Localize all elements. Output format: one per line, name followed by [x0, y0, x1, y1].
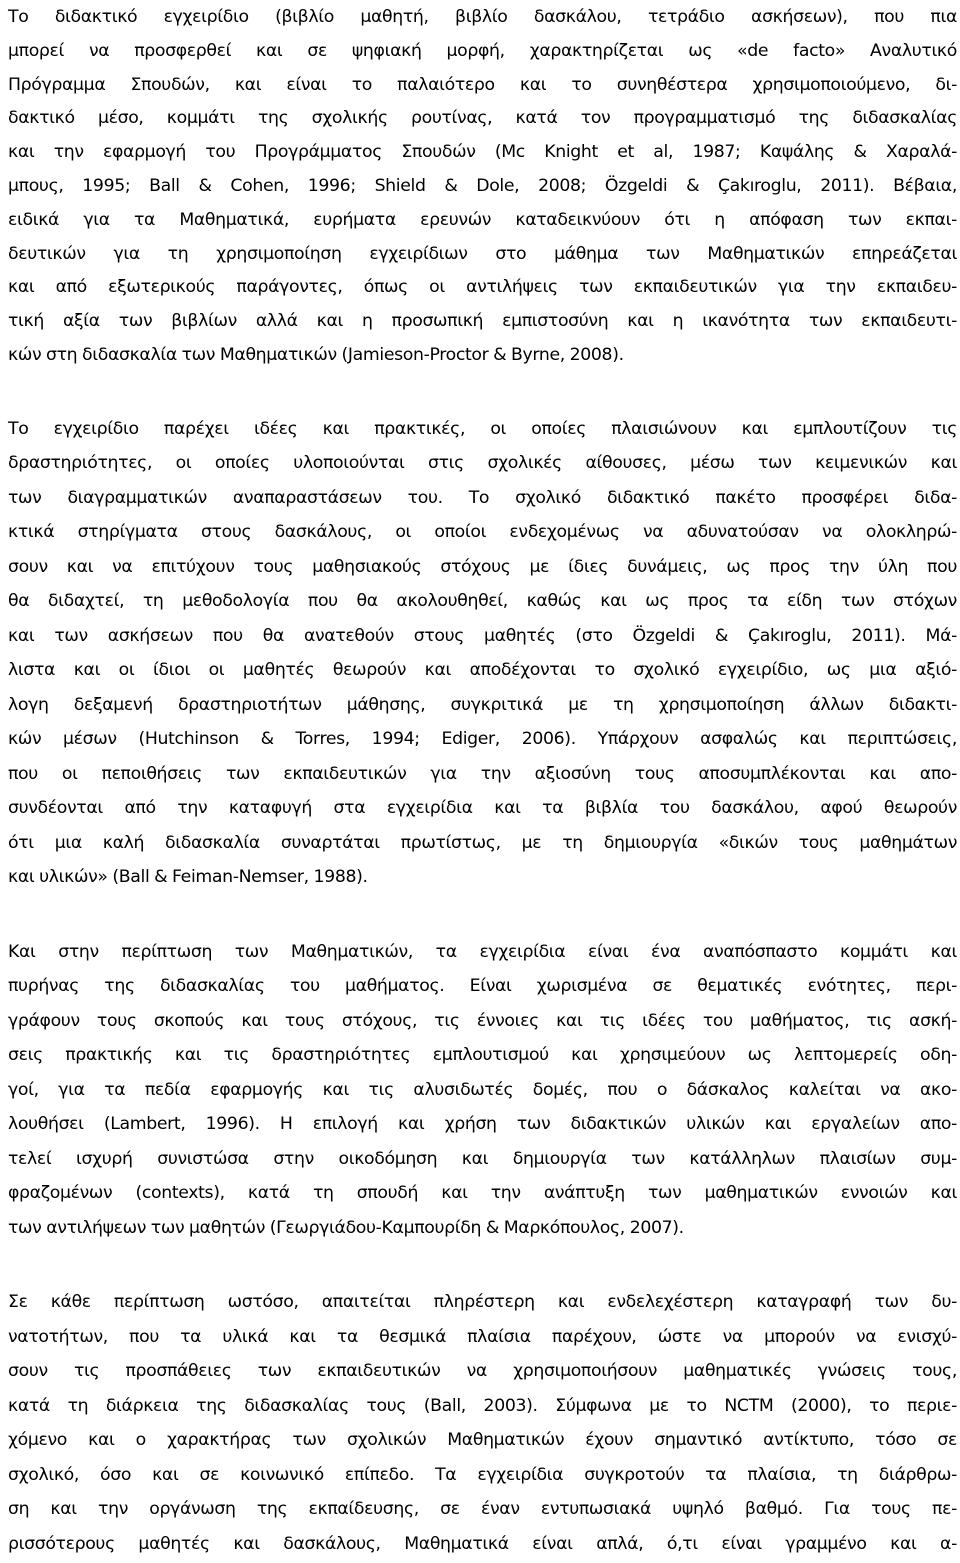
text-line: ότι μια καλή διδασκαλία συναρτάται πρωτίστως, με τη δημιουργία «δικών τους μαθημάτων: [8, 833, 957, 853]
text-line: λιστα και οι ίδιοι οι μαθητές θεωρούν και αποδέχονται το σχολικό εγχειρίδιο, ως μια αξιό-: [8, 660, 957, 680]
text-line: των αντιλήψεων των μαθητών (Γεωργιάδου-Καμπουρίδη & Μαρκόπουλος, 2007).: [8, 1218, 684, 1238]
text-line: νατοτήτων, που τα υλικά και τα θεσμικά πλαίσια παρέχουν, ώστε να μπορούν να ενισχύ-: [8, 1327, 957, 1347]
text-line: δευτικών για τη χρησιμοποίηση εγχειρίδιων στο μάθημα των Μαθηματικών επηρεάζεται: [8, 244, 957, 264]
text-line: και την εφαρμογή του Προγράμματος Σπουδών (Mc Knight et al, 1987; Καψάλης & Χαραλά-: [8, 142, 957, 162]
text-line: τική αξία των βιβλίων αλλά και η προσωπική εμπιστοσύνη και η ικανότητα των εκπαιδευτι-: [8, 311, 957, 331]
text-line: κών μέσων (Hutchinson & Torres, 1994; Ediger, 2006). Υπάρχουν ασφαλώς και περιπτώσεις,: [8, 729, 957, 749]
text-line: πυρήνας της διδασκαλίας του μαθήματος. Είναι χωρισμένα σε θεματικές ενότητες, περι-: [8, 976, 957, 996]
text-line: που οι πεποιθήσεις των εκπαιδευτικών για την αξιοσύνη τους αποσυμπλέκονται και απο-: [8, 764, 957, 784]
text-line: σουν τις προσπάθειες των εκπαιδευτικών να χρησιμοποιήσουν μαθηματικές γνώσεις τους,: [8, 1361, 957, 1381]
text-line: δραστηριότητες, οι οποίες υλοποιούνται στις σχολικές αίθουσες, μέσω των κειμενικών και: [8, 453, 957, 473]
text-line: και των ασκήσεων που θα ανατεθούν στους μαθητές (στο Özgeldi & Çakıroglu, 2011). Μά-: [8, 626, 957, 646]
text-line: γράφουν τους σκοπούς και τους στόχους, τις έννοιες και τις ιδέες του μαθήματος, τις ασκή-: [8, 1011, 957, 1031]
text-line: ειδικά για τα Μαθηματικά, ευρήματα ερευνών καταδεικνύουν ότι η απόφαση των εκπαι-: [8, 210, 957, 230]
text-line: λογη δεξαμενή δραστηριοτήτων μάθησης, συγκριτικά με τη χρησιμοποίηση άλλων διδακτι-: [8, 695, 957, 715]
text-line: γοί, για τα πεδία εφαρμογής και τις αλυσιδωτές δομές, που ο δάσκαλος καλείται να ακο-: [8, 1080, 957, 1100]
text-line: μπορεί να προσφερθεί και σε ψηφιακή μορφή, χαρακτηρίζεται ως «de facto» Αναλυτικό: [8, 41, 957, 61]
text-line: και από εξωτερικούς παράγοντες, όπως οι αντιλήψεις των εκπαιδευτικών για την εκπαιδευ-: [8, 277, 957, 297]
text-line: κών στη διδασκαλία των Μαθηματικών (Jamieson-Proctor & Byrne, 2008).: [8, 345, 624, 365]
text-line: Πρόγραμμα Σπουδών, και είναι το παλαιότερο και το συνηθέστερα χρησιμοποιούμενο, δι-: [8, 75, 957, 95]
text-line: σχολικό, όσο και σε κοινωνικό επίπεδο. Τα εγχειρίδια συγκροτούν τα πλαίσια, τη διάρθρω-: [8, 1465, 957, 1485]
text-line: Το εγχειρίδιο παρέχει ιδέες και πρακτικές, οι οποίες πλαισιώνουν και εμπλουτίζουν τις: [8, 419, 957, 439]
text-line: κατά τη διάρκεια της διδασκαλίας τους (Ball, 2003). Σύμφωνα με το NCTM (2000), το περιε-: [8, 1396, 957, 1416]
text-line: κτικά στηρίγματα στους δασκάλους, οι οποίοι ενδεχομένως να αδυνατούσαν να ολοκληρώ-: [8, 522, 957, 542]
text-line: συνδέονται από την καταφυγή στα εγχειρίδια και τα βιβλία του δασκάλου, αφού θεωρούν: [8, 798, 957, 818]
text-line: τελεί ισχυρή συνιστώσα στην οικοδόμηση και δημιουργία των κατάλληλων πλαισίων συμ-: [8, 1149, 957, 1169]
text-line: Σε κάθε περίπτωση ωστόσο, απαιτείται πληρέστερη και ενδελεχέστερη καταγραφή των δυ-: [8, 1292, 957, 1312]
text-line: χόμενο και ο χαρακτήρας των σχολικών Μαθηματικών έχουν σημαντικό αντίκτυπο, τόσο σε: [8, 1430, 957, 1450]
text-line: Και στην περίπτωση των Μαθηματικών, τα εγχειρίδια είναι ένα αναπόσπαστο κομμάτι και: [8, 942, 957, 962]
text-line: ση και την οργάνωση της εκπαίδευσης, σε έναν εντυπωσιακά υψηλό βαθμό. Για τους πε-: [8, 1499, 957, 1519]
text-line: λουθήσει (Lambert, 1996). Η επιλογή και χρήση των διδακτικών υλικών και εργαλείων απο-: [8, 1114, 957, 1134]
text-line: και υλικών» (Ball & Feiman-Nemser, 1988).: [8, 867, 368, 887]
text-line: μπους, 1995; Ball & Cohen, 1996; Shield & Dole, 2008; Özgeldi & Çakıroglu, 2011). Βέβαια,: [8, 176, 957, 196]
text-line: δακτικό μέσο, κομμάτι της σχολικής ρουτίνας, κατά τον προγραμματισμό της διδασκαλίας: [8, 108, 957, 128]
text-line: φραζομένων (contexts), κατά τη σπουδή και την ανάπτυξη των μαθηματικών εννοιών και: [8, 1183, 957, 1203]
text-line: σεις πρακτικής και τις δραστηριότητες εμπλουτισμού και χρησιμεύουν ως λεπτομερείς οδη-: [8, 1045, 957, 1065]
text-line: σουν και να επιτύχουν τους μαθησιακούς στόχους με ίδιες δυνάμεις, ως προς την ύλη που: [8, 557, 957, 577]
text-line: θα διδαχτεί, τη μεθοδολογία που θα ακολουθηθεί, καθώς και ως προς τα είδη των στόχων: [8, 591, 957, 611]
text-line: ρισσότερους μαθητές και δασκάλους, Μαθηματικά είναι απλά, ό,τι είναι γραμμένο και α-: [8, 1534, 957, 1554]
text-line: Το διδακτικό εγχειρίδιο (βιβλίο μαθητή, βιβλίο δασκάλου, τετράδιο ασκήσεων), που πια: [8, 7, 957, 27]
text-line: των διαγραμματικών αναπαραστάσεων του. Το σχολικό διδακτικό πακέτο προσφέρει διδα-: [8, 488, 957, 508]
